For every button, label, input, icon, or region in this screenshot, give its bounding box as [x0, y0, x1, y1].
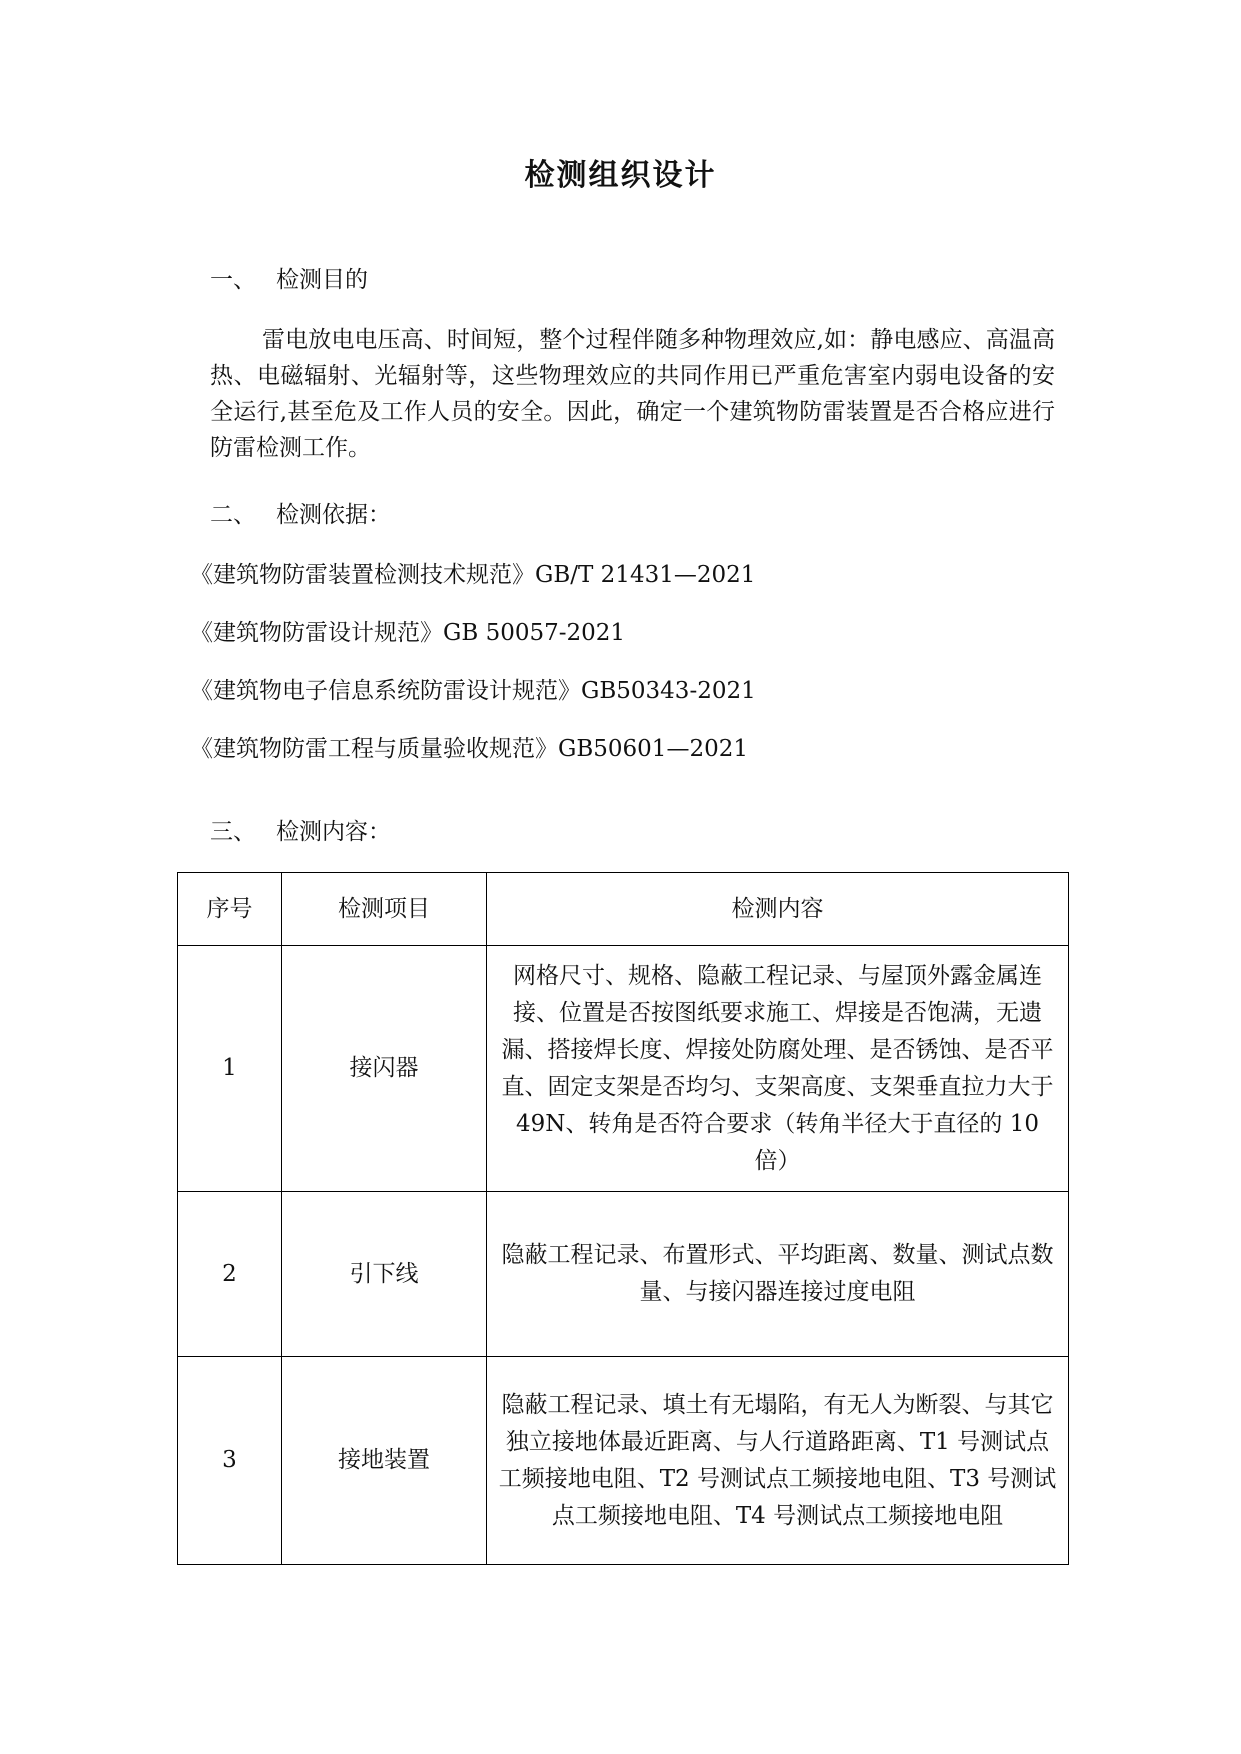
- reference-item: 《建筑物防雷设计规范》GB 50057-2021: [190, 620, 626, 646]
- header-content: 检测内容: [487, 873, 1069, 946]
- inspection-content-table: [177, 872, 1069, 1565]
- header-no: 序号: [178, 873, 282, 946]
- section-title: 检测依据：: [276, 502, 391, 528]
- table-header-row: [178, 873, 1069, 946]
- reference-item: 《建筑物防雷装置检测技术规范》GB/T 21431—2021: [190, 562, 756, 588]
- section-heading-content: [210, 817, 391, 847]
- cell-content: 隐蔽工程记录、布置形式、平均距离、数量、测试点数量、与接闪器连接过度电阻: [487, 1192, 1069, 1357]
- section-number: 一、: [210, 267, 256, 293]
- reference-item: 《建筑物电子信息系统防雷设计规范》GB50343-2021: [190, 678, 756, 704]
- section-title: 检测内容：: [276, 819, 391, 845]
- table-row: [178, 1357, 1069, 1565]
- reference-item: 《建筑物防雷工程与质量验收规范》GB50601—2021: [190, 736, 748, 762]
- purpose-paragraph: 雷电放电电压高、时间短，整个过程伴随多种物理效应,如：静电感应、高温高热、电磁辐射、光辐射等，这些物理效应的共同作用已严重危害室内弱电设备的安全运行,甚至危及工作人员的安全。因此，确定一个建筑物防雷装置是否合格应进行防雷检测工作。: [210, 327, 1055, 461]
- section-heading-basis: [210, 500, 391, 530]
- cell-item: 引下线: [282, 1192, 487, 1357]
- cell-no: 3: [178, 1357, 282, 1565]
- section-number: 二、: [210, 502, 256, 528]
- section-title: 检测目的: [276, 267, 368, 293]
- cell-no: 1: [178, 946, 282, 1192]
- cell-item: 接闪器: [282, 946, 487, 1192]
- section-heading-purpose: [210, 265, 368, 295]
- header-item: 检测项目: [282, 873, 487, 946]
- cell-item: 接地装置: [282, 1357, 487, 1565]
- cell-content: 网格尺寸、规格、隐蔽工程记录、与屋顶外露金属连接、位置是否按图纸要求施工、焊接是否饱满，无遗漏、搭接焊长度、焊接处防腐处理、是否锈蚀、是否平直、固定支架是否均匀、支架高度、支架垂直拉力大于 49N、转角是否符合要求（转角半径大于直径的 10 倍）: [487, 946, 1069, 1192]
- section-number: 三、: [210, 819, 256, 845]
- table-row: [178, 946, 1069, 1192]
- cell-no: 2: [178, 1192, 282, 1357]
- page-title: 检测组织设计: [524, 158, 717, 193]
- table-row: [178, 1192, 1069, 1357]
- cell-content: 隐蔽工程记录、填土有无塌陷，有无人为断裂、与其它独立接地体最近距离、与人行道路距离、T1 号测试点工频接地电阻、T2 号测试点工频接地电阻、T3 号测试点工频接地电阻、T4 号测试点工频接地电阻: [487, 1357, 1069, 1565]
